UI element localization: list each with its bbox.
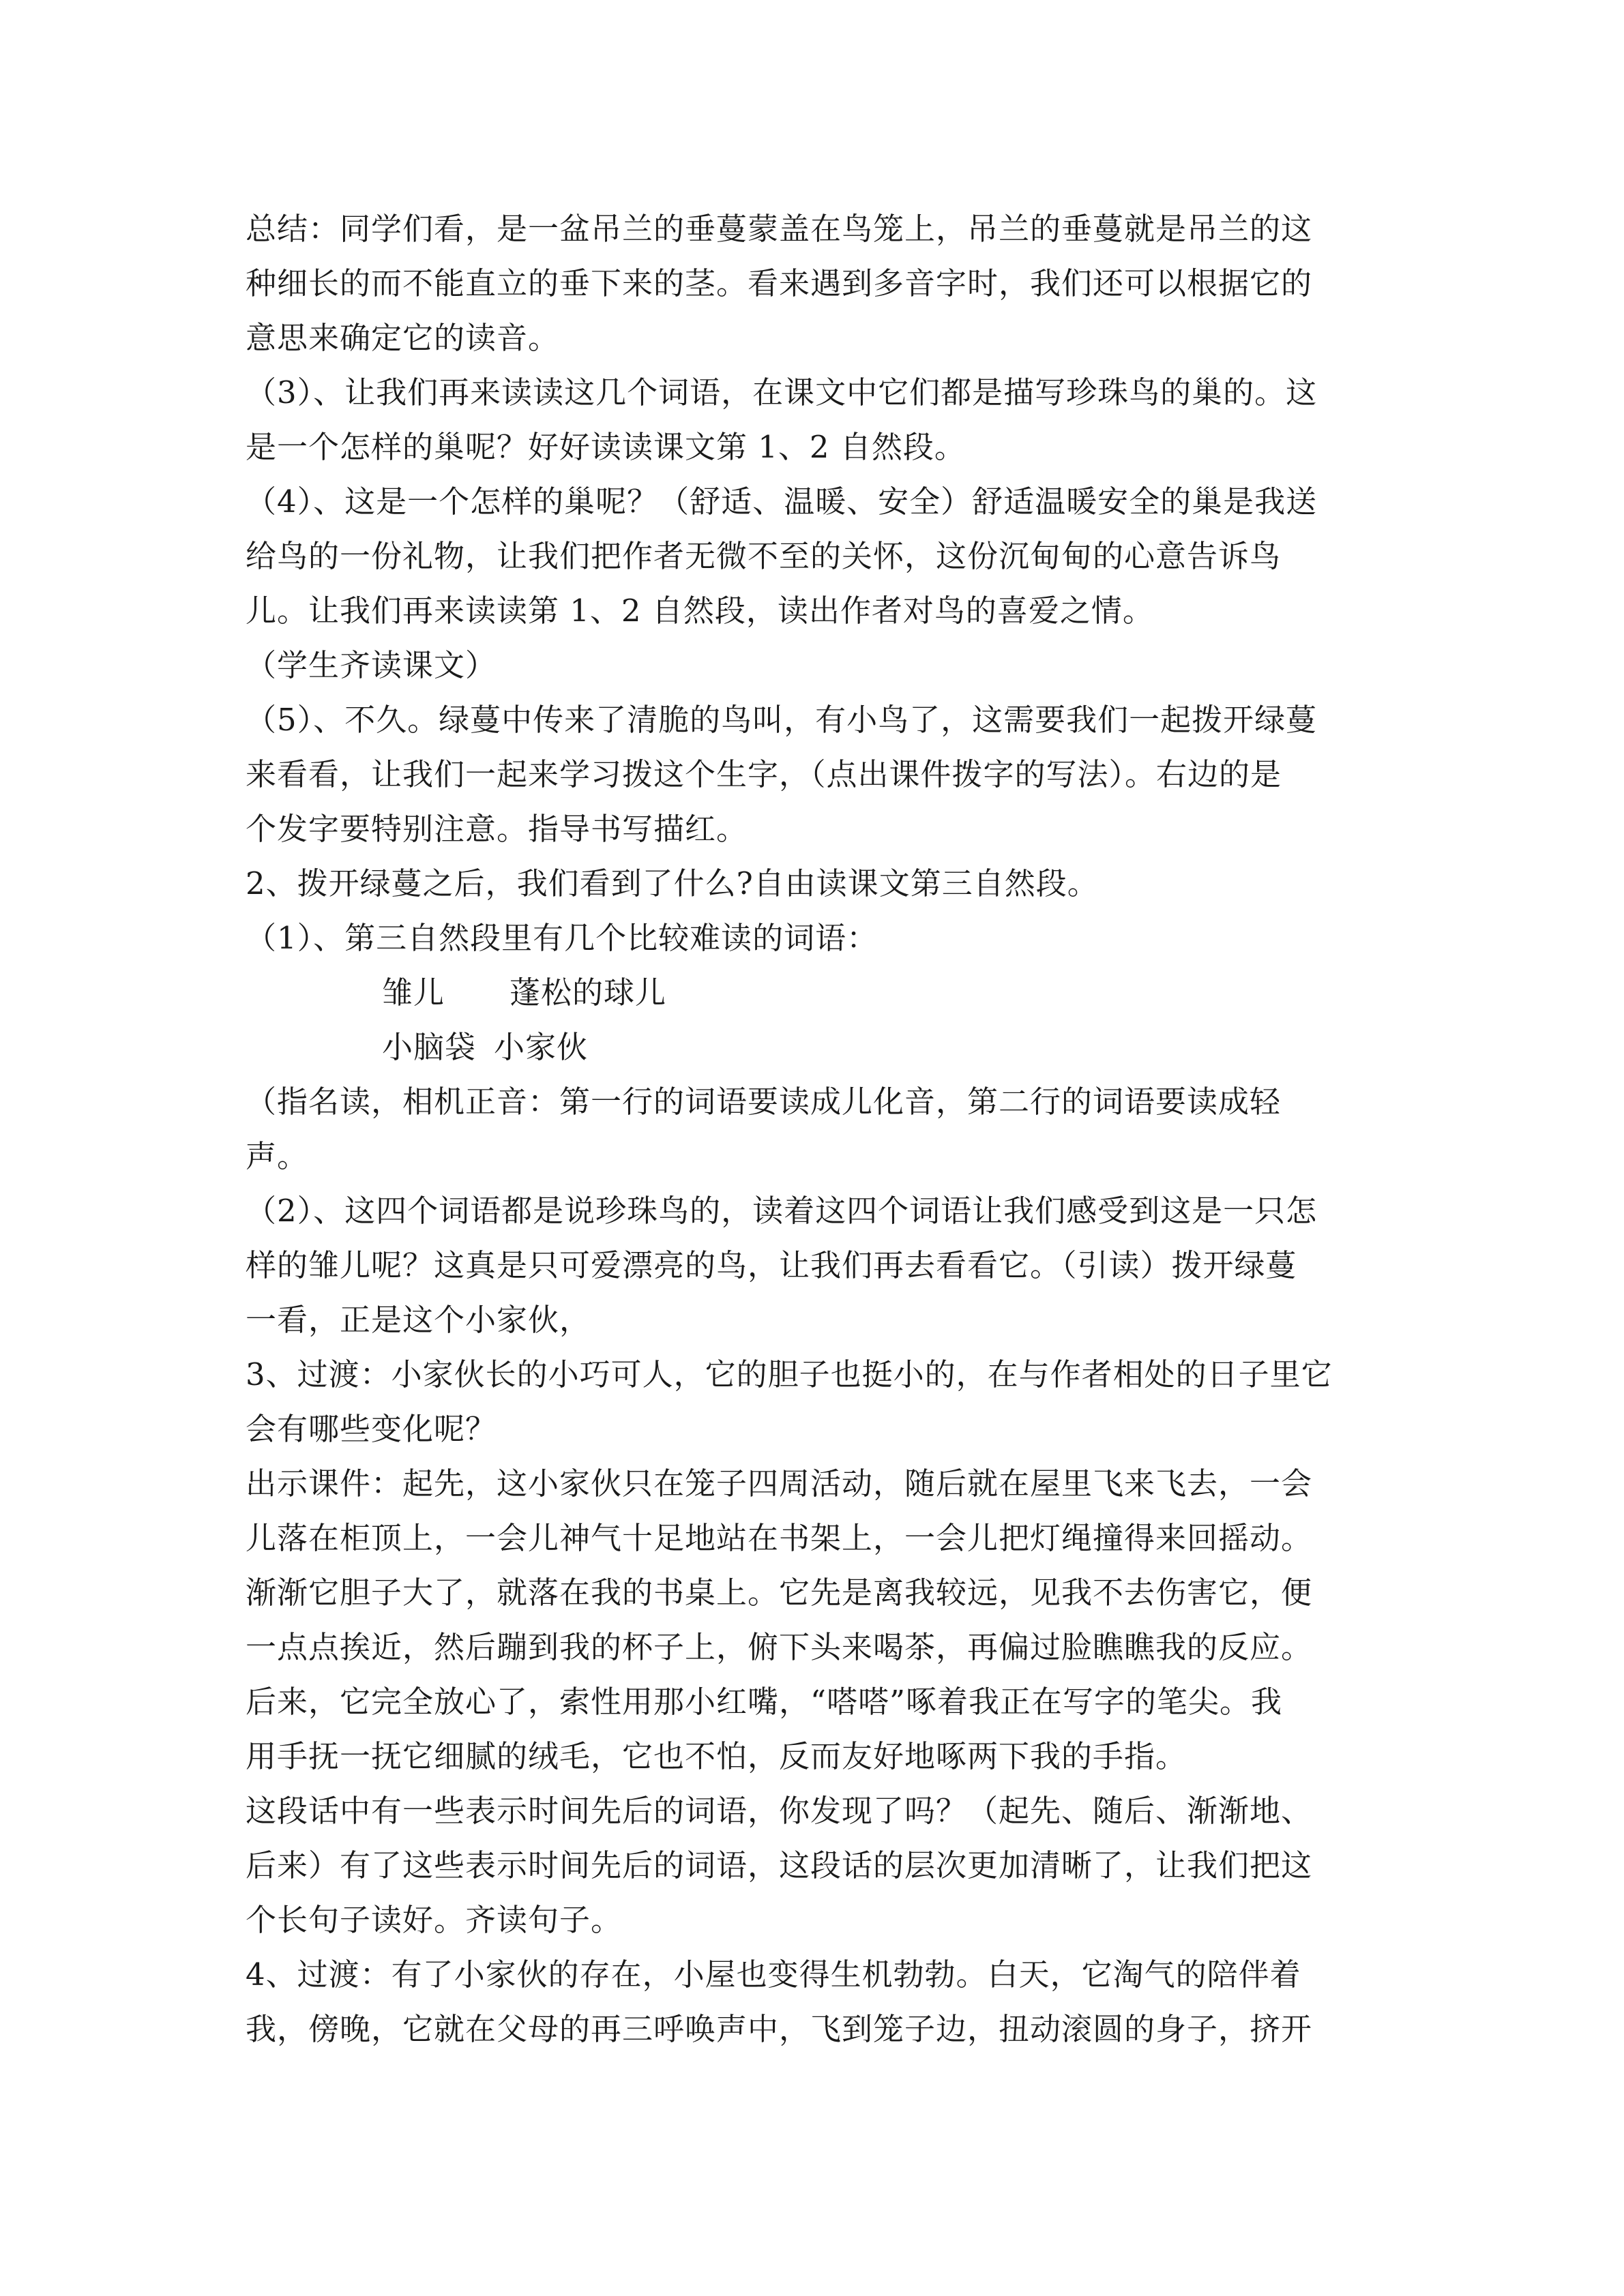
vocab-word: 雏儿: [382, 974, 445, 1011]
text-line: 2、拨开绿蔓之后，我们看到了什么?自由读课文第三自然段。: [246, 865, 1099, 901]
document-body: [246, 202, 1391, 2057]
vocab-word: 蓬松的球儿: [510, 974, 667, 1011]
text-line: 儿。让我们再来读读第 1、2 自然段，读出作者对鸟的喜爱之情。: [246, 593, 1154, 629]
text-line: 总结：同学们看，是一盆吊兰的垂蔓蒙盖在鸟笼上，吊兰的垂蔓就是吊兰的这: [246, 211, 1313, 247]
text-line: 声。: [246, 1138, 309, 1174]
text-line: 意思来确定它的读音。: [246, 320, 560, 356]
text-line: （3）、让我们再来读读这几个词语，在课文中它们都是描写珍珠鸟的巢的。这: [246, 374, 1318, 411]
word-row: [246, 1020, 1391, 1075]
text-line: 4、过渡：有了小家伙的存在，小屋也变得生机勃勃。白天，它淘气的陪伴着: [246, 1956, 1301, 1993]
text-line: 我，傍晚，它就在父母的再三呼唤声中，飞到笼子边，扭动滚圆的身子，挤开: [246, 2011, 1313, 2047]
text-line: 3、过渡：小家伙长的小巧可人，它的胆子也挺小的，在与作者相处的日子里它: [246, 1356, 1333, 1392]
text-line: 渐渐它胆子大了，就落在我的书桌上。它先是离我较远，见我不去伤害它，便: [246, 1575, 1313, 1611]
text-line: （学生齐读课文）: [246, 647, 497, 683]
text-line: 样的雏儿呢？这真是只可爱漂亮的鸟，让我们再去看看它。（引读）拨开绿蔓: [246, 1247, 1297, 1283]
text-line: （1）、第三自然段里有几个比较难读的词语：: [246, 920, 879, 956]
text-line: 儿落在柜顶上，一会儿神气十足地站在书架上，一会儿把灯绳撞得来回摇动。: [246, 1520, 1313, 1556]
text-line: 个发字要特别注意。指导书写描红。: [246, 811, 748, 847]
text-line: 给鸟的一份礼物，让我们把作者无微不至的关怀，这份沉甸甸的心意告诉鸟: [246, 538, 1282, 574]
text-line: 会有哪些变化呢？: [246, 1411, 497, 1447]
text-line: （指名读，相机正音：第一行的词语要读成儿化音，第二行的词语要读成轻: [246, 1084, 1282, 1120]
text-line: （4）、这是一个怎样的巢呢？（舒适、温暖、安全）舒适温暖安全的巢是我送: [246, 483, 1318, 520]
vocab-word: 小脑袋: [382, 1029, 477, 1065]
text-line: 是一个怎样的巢呢？好好读读课文第 1、2 自然段。: [246, 429, 966, 465]
text-line: 后来）有了这些表示时间先后的词语，这段话的层次更加清晰了，让我们把这: [246, 1847, 1313, 1883]
text-line: 出示课件：起先，这小家伙只在笼子四周活动，随后就在屋里飞来飞去，一会: [246, 1465, 1313, 1502]
text-line: 一点点挨近，然后蹦到我的杯子上，俯下头来喝茶，再偏过脸瞧瞧我的反应。: [246, 1629, 1313, 1665]
text-line: 个长句子读好。齐读句子。: [246, 1902, 623, 1938]
word-row: [246, 966, 1391, 1020]
text-line: 来看看，让我们一起来学习拨这个生字，（点出课件拨字的写法）。右边的是: [246, 756, 1282, 792]
text-line: （5）、不久。绿蔓中传来了清脆的鸟叫，有小鸟了，这需要我们一起拨开绿蔓: [246, 702, 1318, 738]
text-line: （2）、这四个词语都是说珍珠鸟的，读着这四个词语让我们感受到这是一只怎: [246, 1193, 1318, 1229]
text-line: 这段话中有一些表示时间先后的词语，你发现了吗？（起先、随后、渐渐地、: [246, 1793, 1313, 1829]
text-line: 后来，它完全放心了，索性用那小红嘴，“嗒嗒”啄着我正在写字的笔尖。我: [246, 1684, 1283, 1720]
vocab-word: 小家伙: [494, 1029, 589, 1065]
text-line: 用手抚一抚它细腻的绒毛，它也不怕，反而友好地啄两下我的手指。: [246, 1738, 1187, 1774]
text-line: 一看，正是这个小家伙，: [246, 1302, 591, 1338]
text-line: 种细长的而不能直立的垂下来的茎。看来遇到多音字时，我们还可以根据它的: [246, 265, 1313, 301]
